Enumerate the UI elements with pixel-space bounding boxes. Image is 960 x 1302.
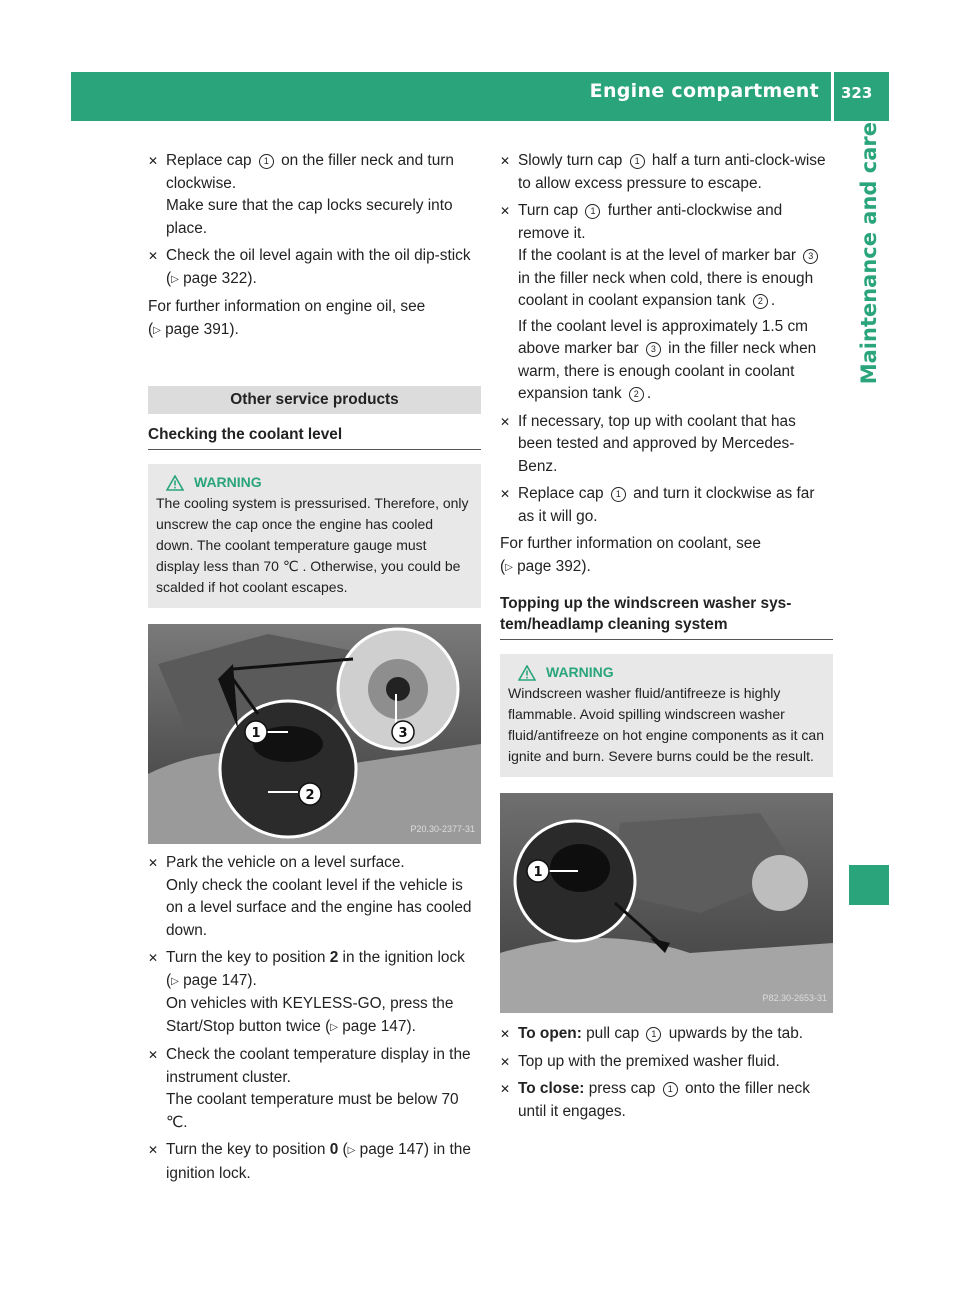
oil-info: For further information on engine oil, see (▷ page 391). bbox=[148, 298, 426, 338]
callout-1-icon: 1 bbox=[646, 1027, 661, 1042]
warning-text: Windscreen washer fluid/antifreeze is highly flammable. Avoid spilling windscreen washer fluid/antifreeze on hot engine components as it can ignite and burn. Severe burns could be the result. bbox=[508, 685, 824, 764]
left-column bbox=[148, 150, 481, 1190]
coolant-info: For further information on coolant, see (▷ page 392). bbox=[500, 535, 761, 575]
svg-text:3: 3 bbox=[398, 726, 408, 741]
step-turn-key-0: ✕ Turn the key to position 0 (▷ page 147) in the ignition lock. bbox=[148, 1141, 471, 1182]
warning-text: The cooling system is pressurised. Therefore, only unscrew the cap once the engine has cooled down. The coolant temperature gauge must display less than 70 ℃ . Otherwise, you could be scalded if hot coolant escapes. bbox=[156, 495, 469, 595]
section-title-washer: Topping up the windscreen washer sys-tem/headlamp cleaning system bbox=[500, 593, 833, 640]
step-x-icon: ✕ bbox=[500, 204, 511, 218]
step-x-icon: ✕ bbox=[500, 1082, 511, 1096]
step-top-up: ✕ If necessary, top up with coolant that has been tested and approved by Mercedes-Benz. bbox=[500, 412, 796, 475]
svg-text:1: 1 bbox=[251, 726, 261, 741]
photo-code: P20.30-2377-31 bbox=[410, 823, 475, 834]
callout-1-icon: 1 bbox=[585, 204, 600, 219]
warning-title: WARNING bbox=[546, 664, 614, 680]
step-x-icon: ✕ bbox=[148, 1048, 159, 1062]
step-slowly-turn: ✕ Slowly turn cap 1 half a turn anti-clock-wise to allow excess pressure to escape. bbox=[500, 152, 826, 192]
step-x-icon: ✕ bbox=[500, 1054, 511, 1069]
warning-triangle-icon bbox=[518, 665, 536, 681]
page-ref-arrow-icon: ▷ bbox=[505, 561, 513, 573]
page-ref-arrow-icon: ▷ bbox=[347, 1145, 356, 1156]
step-x-icon: ✕ bbox=[148, 1143, 159, 1157]
section-title-coolant: Checking the coolant level bbox=[148, 424, 481, 450]
page-number: 323 bbox=[841, 84, 873, 102]
step-remove-cap: ✕ Turn cap 1 further anti-clockwise and remove it. If the coolant is at the level of marker bar 3 in the filler neck when cold, there is enough coolant in coolant expansion tank 2 . If the coolant level is approximately 1.5 cm above marker bar 3 in the filler neck when warm, there is enough coolant in coolant expansion tank 2 . bbox=[500, 200, 833, 406]
step-x-icon: ✕ bbox=[148, 951, 159, 965]
header-divider bbox=[831, 72, 834, 121]
step-park: ✕ Park the vehicle on a level surface. Only check the coolant level if the vehicle is on a level surface and the engine has cooled down. bbox=[148, 854, 472, 939]
callout-1-icon: 1 bbox=[630, 154, 645, 169]
step-to-close: ✕ To close: press cap 1 onto the filler neck until it engages. bbox=[500, 1080, 810, 1120]
callout-1-icon: 1 bbox=[663, 1082, 678, 1097]
header-title: Engine compartment bbox=[589, 80, 819, 102]
side-tab bbox=[849, 122, 889, 782]
step-x-icon: ✕ bbox=[148, 154, 159, 168]
washer-photo bbox=[500, 793, 833, 1013]
callout-2-icon: 2 bbox=[753, 294, 768, 309]
callout-3-icon: 3 bbox=[803, 249, 818, 264]
step-top-up-washer: ✕ Top up with the premixed washer fluid. bbox=[500, 1051, 833, 1074]
callout-1-icon: 1 bbox=[259, 154, 274, 169]
right-column bbox=[500, 150, 833, 1128]
page-ref-link[interactable]: page 147 bbox=[342, 1017, 407, 1035]
callout-1-icon: 1 bbox=[611, 487, 626, 502]
step-x-icon: ✕ bbox=[500, 414, 511, 429]
callout-2-icon: 2 bbox=[629, 387, 644, 402]
page-ref-link[interactable]: page 147 bbox=[183, 971, 248, 989]
callout-1-icon bbox=[245, 721, 267, 743]
step-x-icon: ✕ bbox=[148, 856, 159, 870]
page-ref-arrow-icon: ▷ bbox=[153, 324, 161, 336]
step-x-icon: ✕ bbox=[148, 249, 159, 263]
coolant-photo bbox=[148, 624, 481, 844]
photo-code: P82.30-2653-31 bbox=[762, 992, 827, 1003]
page-ref-arrow-icon: ▷ bbox=[171, 975, 179, 987]
side-tab-marker bbox=[849, 865, 889, 905]
svg-text:2: 2 bbox=[305, 788, 315, 803]
step-check-temp: ✕ Check the coolant temperature display in the instrument cluster. The coolant temperature must be below 70 ℃. bbox=[148, 1046, 471, 1131]
step-x-icon: ✕ bbox=[500, 1027, 511, 1041]
page-ref-link[interactable]: page 392 bbox=[517, 557, 582, 575]
callout-3-icon bbox=[392, 721, 414, 743]
warning-title: WARNING bbox=[194, 474, 262, 490]
step-replace-cap: ✕ Replace cap 1 on the filler neck and turn clockwise. Make sure that the cap locks securely into place. bbox=[148, 152, 454, 237]
page-ref-link[interactable]: page 322 bbox=[183, 269, 248, 287]
svg-text:1: 1 bbox=[533, 865, 543, 880]
step-to-open: ✕ To open: pull cap 1 upwards by the tab. bbox=[500, 1023, 833, 1046]
callout-1-icon bbox=[527, 860, 549, 882]
page-ref-link[interactable]: page 147 bbox=[359, 1141, 424, 1158]
step-x-icon: ✕ bbox=[500, 154, 511, 168]
step-replace-cap-right: ✕ Replace cap 1 and turn it clockwise as far as it will go. bbox=[500, 485, 815, 525]
page-header bbox=[71, 72, 889, 121]
warning-box-washer bbox=[500, 654, 833, 777]
page-ref-arrow-icon: ▷ bbox=[330, 1021, 338, 1033]
warning-triangle-icon bbox=[166, 475, 184, 491]
page-ref-arrow-icon: ▷ bbox=[171, 273, 179, 285]
band-title: Other service products bbox=[148, 386, 481, 414]
callout-3-icon: 3 bbox=[646, 342, 661, 357]
callout-2-icon bbox=[299, 783, 321, 805]
side-tab-label: Maintenance and care bbox=[857, 122, 881, 385]
warning-box-coolant bbox=[148, 464, 481, 608]
step-turn-key-2: ✕ Turn the key to position 2 in the ignition lock (▷ page 147). On vehicles with KEYLESS-GO, press the Start/Stop button twice (▷ page 147). bbox=[148, 949, 465, 1035]
page-ref-link[interactable]: page 391 bbox=[165, 320, 230, 338]
step-check-oil: ✕ Check the oil level again with the oil dip-stick (▷ page 322). bbox=[148, 247, 471, 287]
step-x-icon: ✕ bbox=[500, 487, 511, 501]
